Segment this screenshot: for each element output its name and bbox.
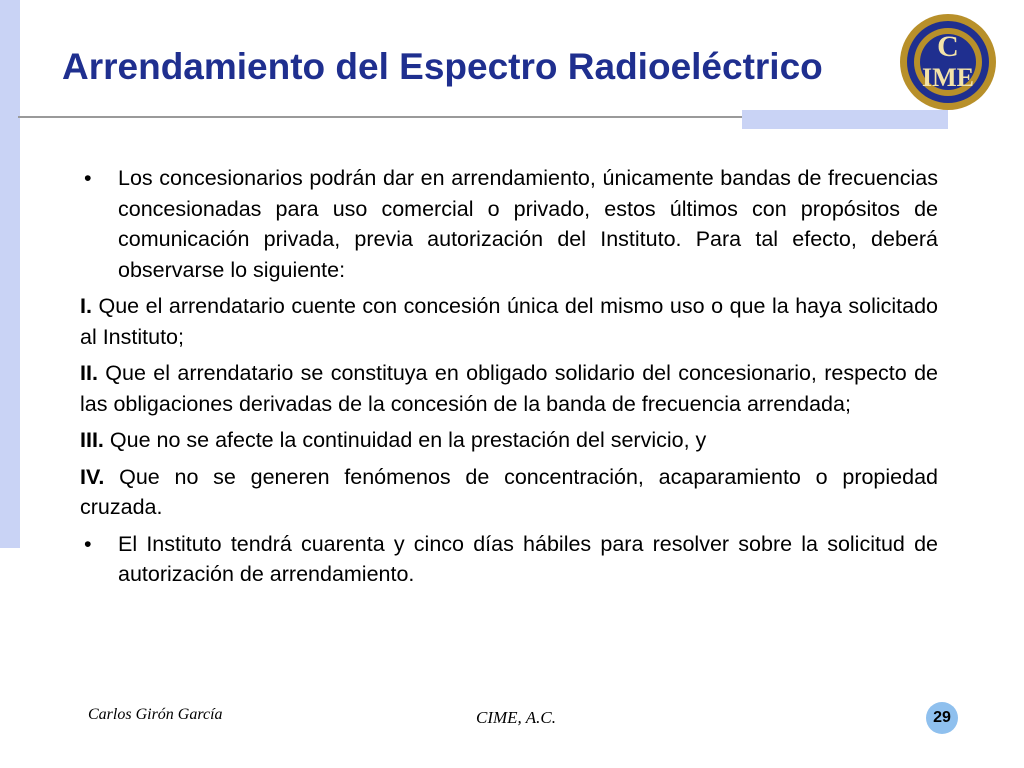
item-label: II.: [80, 361, 98, 385]
intro-text: Los concesionarios podrán dar en arrendamiento, únicamente bandas de frecuencias concesionadas para uso comercial o privado, estos últimos con propósitos de comunicación privada, previa autorización del Instituto. Para tal efecto, deberá observarse lo siguiente:: [118, 166, 938, 282]
item-label: IV.: [80, 464, 105, 489]
closing-paragraph: [80, 529, 938, 590]
logo-letters-ime: IME: [922, 63, 974, 92]
closing-text: El Instituto tendrá cuarenta y cinco días hábiles para resolver sobre la solicitud de autorización de arrendamiento.: [118, 531, 938, 586]
item-label: III.: [80, 428, 104, 452]
bullet-icon: •: [84, 166, 92, 190]
logo-letter-c: C: [937, 30, 959, 63]
left-accent-bar: [0, 0, 20, 548]
footer-author: Carlos Girón García: [88, 706, 223, 723]
item-text: Que no se generen fenómenos de concentración, acaparamiento o propiedad cruzada.: [80, 464, 938, 519]
list-item: [80, 462, 938, 523]
cime-logo-icon: [896, 12, 1000, 112]
item-text: Que no se afecte la continuidad en la prestación del servicio, y: [109, 428, 707, 452]
intro-paragraph: [80, 163, 938, 285]
page-number-badge: 29: [926, 702, 958, 734]
divider-accent: [742, 110, 948, 129]
bullet-icon: •: [84, 531, 92, 556]
item-label: I.: [80, 294, 92, 318]
item-text: Que el arrendatario cuente con concesión única del mismo uso o que la haya solicitado al Instituto;: [80, 294, 938, 349]
list-item: [80, 425, 938, 456]
footer-organization: CIME, A.C.: [476, 708, 556, 727]
list-item: [80, 291, 938, 352]
list-item: [80, 358, 938, 419]
slide-title: Arrendamiento del Espectro Radioeléctrico: [62, 46, 823, 87]
slide-body: [80, 163, 938, 596]
item-text: Que el arrendatario se constituya en obligado solidario del concesionario, respecto de las obligaciones derivadas de la concesión de la banda de frecuencia arrendada;: [80, 361, 938, 416]
